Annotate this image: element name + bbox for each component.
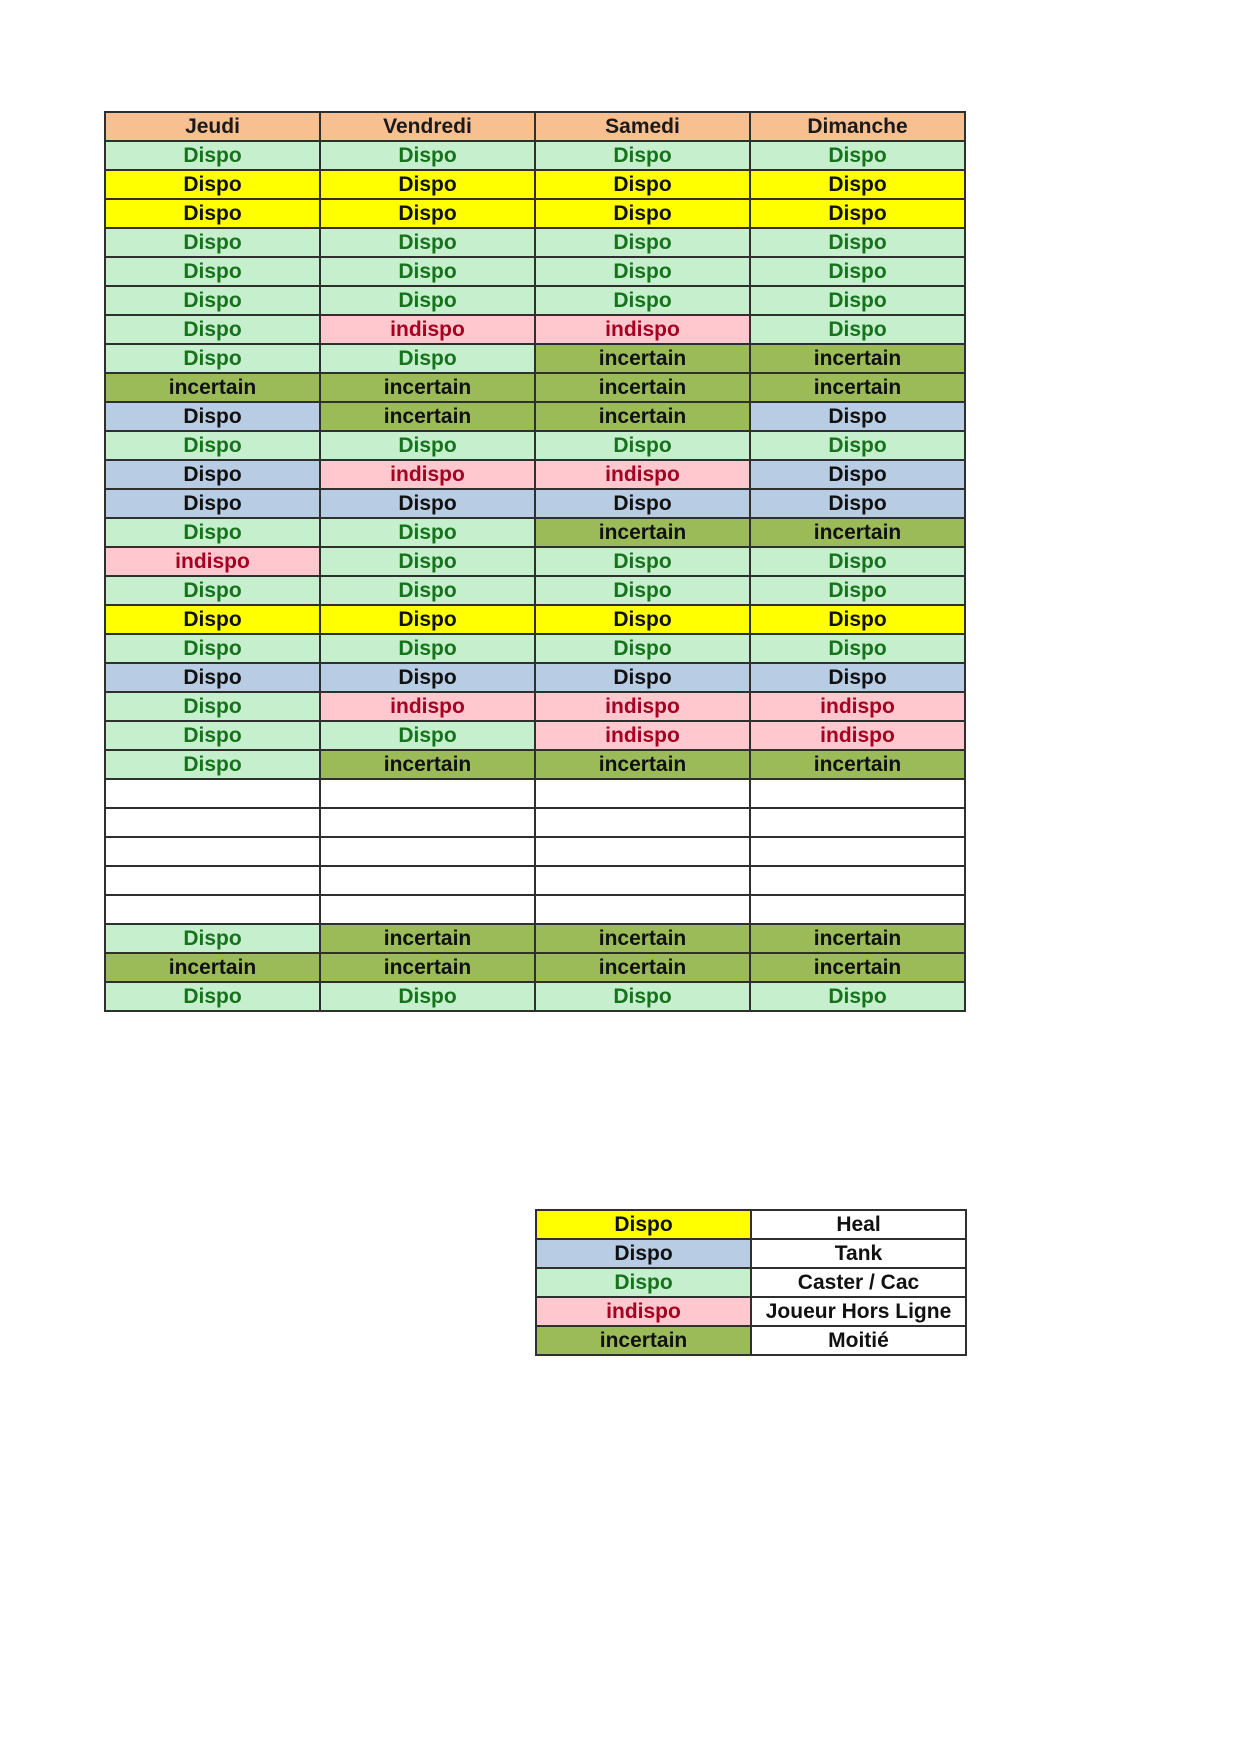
status-cell: incertain [535, 750, 750, 779]
status-cell: incertain [320, 924, 535, 953]
status-cell: Dispo [750, 576, 965, 605]
status-cell [750, 895, 965, 924]
table-row [105, 982, 965, 1011]
status-cell: Dispo [105, 924, 320, 953]
table-row [105, 489, 965, 518]
status-cell: Dispo [105, 489, 320, 518]
table-row [105, 692, 965, 721]
legend-row [536, 1297, 966, 1326]
status-cell: incertain [105, 373, 320, 402]
table-row [105, 837, 965, 866]
status-cell [750, 866, 965, 895]
status-cell: incertain [750, 750, 965, 779]
table-row [105, 228, 965, 257]
status-cell: Dispo [750, 605, 965, 634]
status-cell: Dispo [105, 750, 320, 779]
status-cell: indispo [320, 692, 535, 721]
status-cell: Dispo [105, 460, 320, 489]
status-cell: indispo [320, 315, 535, 344]
status-cell: Dispo [105, 228, 320, 257]
status-cell: Dispo [750, 141, 965, 170]
status-cell: incertain [320, 750, 535, 779]
status-cell [750, 779, 965, 808]
status-cell: Dispo [320, 605, 535, 634]
table-row [105, 808, 965, 837]
table-row [105, 518, 965, 547]
legend-body [536, 1210, 966, 1355]
status-cell: Dispo [320, 547, 535, 576]
status-cell: Dispo [320, 663, 535, 692]
table-row [105, 199, 965, 228]
legend-meaning: Moitié [751, 1326, 966, 1355]
status-cell [105, 779, 320, 808]
status-cell: incertain [320, 402, 535, 431]
status-cell [320, 808, 535, 837]
status-cell: indispo [320, 460, 535, 489]
status-cell: Dispo [105, 170, 320, 199]
status-cell: Dispo [750, 489, 965, 518]
status-cell: Dispo [750, 257, 965, 286]
table-row [105, 605, 965, 634]
column-header-vendredi: Vendredi [320, 112, 535, 141]
status-cell: Dispo [750, 634, 965, 663]
status-cell [320, 895, 535, 924]
status-cell [535, 866, 750, 895]
status-cell: Dispo [535, 547, 750, 576]
status-cell: Dispo [535, 489, 750, 518]
status-cell: Dispo [105, 721, 320, 750]
table-row [105, 547, 965, 576]
table-header [105, 112, 965, 141]
status-cell: Dispo [750, 170, 965, 199]
status-cell: Dispo [320, 431, 535, 460]
status-cell: Dispo [535, 634, 750, 663]
status-cell: Dispo [750, 402, 965, 431]
status-cell: Dispo [535, 605, 750, 634]
column-header-dimanche: Dimanche [750, 112, 965, 141]
table-row [105, 576, 965, 605]
table-row [105, 344, 965, 373]
table-row [105, 460, 965, 489]
status-cell: incertain [750, 924, 965, 953]
status-cell: indispo [535, 460, 750, 489]
status-cell: Dispo [320, 286, 535, 315]
status-cell: indispo [535, 315, 750, 344]
table-row [105, 315, 965, 344]
table-row [105, 895, 965, 924]
status-cell: Dispo [105, 605, 320, 634]
status-cell: incertain [535, 924, 750, 953]
table-row [105, 750, 965, 779]
status-cell: Dispo [320, 170, 535, 199]
legend-meaning: Joueur Hors Ligne [751, 1297, 966, 1326]
status-cell: indispo [750, 721, 965, 750]
table-row [105, 634, 965, 663]
status-cell: Dispo [535, 982, 750, 1011]
status-cell [535, 779, 750, 808]
status-cell: Dispo [535, 663, 750, 692]
table-row [105, 170, 965, 199]
legend-status: indispo [536, 1297, 751, 1326]
status-cell: Dispo [105, 692, 320, 721]
table-row [105, 431, 965, 460]
legend-row [536, 1239, 966, 1268]
status-cell: incertain [750, 373, 965, 402]
status-cell [750, 837, 965, 866]
status-cell: Dispo [105, 315, 320, 344]
legend-status: Dispo [536, 1210, 751, 1239]
status-cell: Dispo [105, 344, 320, 373]
status-cell: Dispo [535, 286, 750, 315]
legend-status: Dispo [536, 1268, 751, 1297]
status-cell: incertain [105, 953, 320, 982]
status-cell: Dispo [105, 141, 320, 170]
table-row [105, 866, 965, 895]
status-cell: Dispo [105, 402, 320, 431]
status-cell: Dispo [320, 141, 535, 170]
legend-meaning: Tank [751, 1239, 966, 1268]
header-row [105, 112, 965, 141]
status-cell: Dispo [750, 431, 965, 460]
status-cell: Dispo [750, 460, 965, 489]
status-cell: Dispo [750, 286, 965, 315]
status-cell [535, 895, 750, 924]
table-row [105, 953, 965, 982]
status-cell: Dispo [320, 228, 535, 257]
status-cell: Dispo [535, 257, 750, 286]
status-cell: indispo [535, 692, 750, 721]
status-cell: Dispo [750, 315, 965, 344]
status-cell: incertain [535, 373, 750, 402]
status-cell [105, 895, 320, 924]
status-cell: Dispo [535, 228, 750, 257]
status-cell: Dispo [105, 431, 320, 460]
status-cell: Dispo [535, 170, 750, 199]
table-row [105, 924, 965, 953]
status-cell: incertain [750, 344, 965, 373]
status-cell: incertain [750, 953, 965, 982]
status-cell: Dispo [320, 489, 535, 518]
status-cell: incertain [535, 953, 750, 982]
status-cell: Dispo [320, 721, 535, 750]
status-cell [320, 779, 535, 808]
legend-status: Dispo [536, 1239, 751, 1268]
legend-table [535, 1209, 967, 1356]
legend-row [536, 1326, 966, 1355]
status-cell: Dispo [105, 576, 320, 605]
status-cell: incertain [535, 344, 750, 373]
status-cell: Dispo [750, 663, 965, 692]
status-cell: Dispo [750, 547, 965, 576]
status-cell [105, 866, 320, 895]
status-cell [320, 837, 535, 866]
status-cell: Dispo [320, 576, 535, 605]
status-cell: Dispo [105, 982, 320, 1011]
legend-meaning: Heal [751, 1210, 966, 1239]
status-cell: Dispo [105, 518, 320, 547]
status-cell: Dispo [750, 228, 965, 257]
status-cell: Dispo [535, 141, 750, 170]
status-cell: incertain [750, 518, 965, 547]
table-row [105, 402, 965, 431]
status-cell: Dispo [105, 257, 320, 286]
status-cell [105, 837, 320, 866]
legend-status: incertain [536, 1326, 751, 1355]
status-cell: indispo [750, 692, 965, 721]
column-header-samedi: Samedi [535, 112, 750, 141]
table-row [105, 663, 965, 692]
status-cell: Dispo [535, 431, 750, 460]
status-cell: Dispo [320, 199, 535, 228]
status-cell: Dispo [105, 199, 320, 228]
table-row [105, 779, 965, 808]
status-cell: Dispo [320, 634, 535, 663]
table-body [105, 141, 965, 1011]
status-cell: Dispo [750, 982, 965, 1011]
table-row [105, 721, 965, 750]
column-header-jeudi: Jeudi [105, 112, 320, 141]
status-cell: Dispo [750, 199, 965, 228]
legend-row [536, 1268, 966, 1297]
availability-table [104, 111, 966, 1012]
status-cell: Dispo [320, 982, 535, 1011]
status-cell: indispo [535, 721, 750, 750]
status-cell: Dispo [105, 634, 320, 663]
status-cell: Dispo [105, 663, 320, 692]
legend-row [536, 1210, 966, 1239]
table-row [105, 373, 965, 402]
status-cell: incertain [320, 953, 535, 982]
status-cell: Dispo [320, 344, 535, 373]
status-cell [535, 837, 750, 866]
status-cell: indispo [105, 547, 320, 576]
status-cell: Dispo [535, 576, 750, 605]
table-row [105, 257, 965, 286]
status-cell: incertain [535, 402, 750, 431]
status-cell: Dispo [320, 257, 535, 286]
status-cell [750, 808, 965, 837]
legend-meaning: Caster / Cac [751, 1268, 966, 1297]
status-cell [320, 866, 535, 895]
status-cell: Dispo [105, 286, 320, 315]
status-cell [105, 808, 320, 837]
table-row [105, 286, 965, 315]
status-cell: Dispo [320, 518, 535, 547]
status-cell: incertain [535, 518, 750, 547]
table-row [105, 141, 965, 170]
status-cell: Dispo [535, 199, 750, 228]
status-cell [535, 808, 750, 837]
status-cell: incertain [320, 373, 535, 402]
